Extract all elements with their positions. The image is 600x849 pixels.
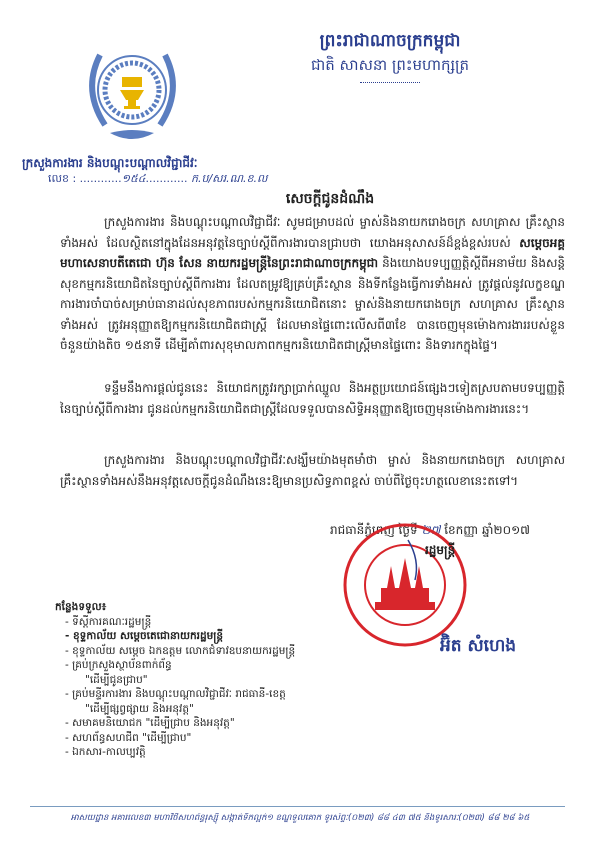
ministry-logo [80, 35, 185, 150]
signatory-role: រដ្ឋមន្ត្រី [425, 543, 456, 557]
ministry-name: ក្រសួងការងារ និងបណ្តុះបណ្តាលវិជ្ជាជីវៈ [22, 156, 198, 170]
recipient-item: - សមាគមនិយោជក "ដើម្បីជ្រាប និងអនុវត្ត" [65, 717, 235, 729]
national-motto: ជាតិ សាសនា ព្រះមហាក្សត្រ [310, 56, 470, 74]
recipient-item: - ខុទ្ទកាល័យ សម្តេចតេជោនាយករដ្ឋមន្ត្រី [65, 630, 224, 642]
reference-number: លេខ : ............១៥៤............ ក.ប/សរ.ណ.ខ.ល [48, 172, 268, 185]
paragraph-2: ទន្ទឹមនឹងការផ្តល់ជូននេះ និយោជកត្រូវរក្សាប្រាក់ឈ្នួល និងអត្ថប្រយោជន៍ផ្សេងៗទៀតស្របតាមបទប្បញ្ញត្តិនៃច្បាប់ស្តីពីការងារ ជូនដល់កម្មករនិយោជិតជាស្ត្រីដែលទទួលបានសិទ្ធិអនុញ្ញាតឱ្យចេញមុនម៉ោងការងារនេះ។ [60, 381, 565, 416]
recipients-heading: កន្លែងទទួល៖ [55, 601, 107, 613]
date-suffix: ខែកញ្ញា ឆ្នាំ២០១៧ [444, 523, 530, 537]
prime-minister-name: សម្តេចអគ្គមហាសេនាបតីតេជោ ហ៊ុន សែន នាយករដ្ឋមន្ត្រីនៃព្រះរាជាណាចក្រកម្ពុជា [60, 235, 565, 270]
reference-number-value: ១៥៤ [121, 172, 146, 185]
kingdom-heading: ព្រះរាជាណាចក្រកម្ពុជា [319, 31, 461, 51]
paragraph-1 [60, 212, 565, 356]
recipient-item: - ខុទ្ទកាល័យ សម្តេច ឯកឧត្តម លោកជំទាវឧបនាយករដ្ឋមន្ត្រី [65, 644, 296, 657]
paragraph-3: ក្រសួងការងារ និងបណ្តុះបណ្តាលវិជ្ជាជីវៈសង្ឃឹមយ៉ាងមុតមាំថា ម្ចាស់ និងនាយករោងចក្រ សហគ្រាស គ្រឹះស្ថានទាំងអស់នឹងអនុវត្តសេចក្តីជូនដំណឹងនេះឱ្យមានប្រសិទ្ធភាពខ្ពស់ ចាប់ពីថ្ងៃចុះហត្ថលេខានេះតទៅ។ [60, 453, 565, 488]
ornament-divider [360, 82, 420, 83]
recipient-note: "ដើម្បីផ្សព្វផ្សាយ និងអនុវត្ត" [85, 702, 194, 715]
recipient-item: - គ្រប់មន្ទីរការងារ និងបណ្តុះបណ្តាលវិជ្ជាជីវៈ រាជធានី-ខេត្ត [65, 688, 286, 700]
signatory-name: អ៊ិត សំហេង [440, 636, 517, 656]
recipients-list [55, 600, 295, 760]
document-title: សេចក្តីជូនដំណឹង [285, 191, 375, 207]
footer-divider [30, 806, 565, 807]
paragraph-1-text-a: ក្រសួងការងារ និងបណ្តុះបណ្តាលវិជ្ជាជីវៈ សូមជម្រាបដល់ ម្ចាស់និងនាយករោងចក្រ សហគ្រាស គ្រឹះស្ថានទាំងអស់ ដែលស្ថិតនៅក្នុងដែនអនុវត្តនៃច្បាប់ស្តីពីការងារបានជ្រាបថា យោងអនុសាសន៍ដ៏ខ្ពង់ខ្ពស់របស់ [60, 215, 565, 250]
reference-label: លេខ : [48, 172, 77, 185]
date-prefix: រាជធានីភ្នំពេញ ថ្ងៃទី [330, 523, 418, 537]
footer-address: អាសយដ្ឋាន អគារលេខ៣ មហាវិថីសហព័ន្ធរុស្ស៊ី សង្កាត់ទឹកល្អក់១ ខណ្ឌទួលគោក ទូរស័ព្ទៈ(០២៣) ៨៨ ៤៣ ៧៥ និងទូរសារៈ(០២៣) ៨៨ ២៨ ៦៥ [70, 813, 530, 823]
recipient-item: - សហព័ន្ធសហជីព "ដើម្បីជ្រាប" [65, 731, 192, 744]
official-seal [340, 520, 470, 650]
date-day: ២៧ [421, 523, 441, 537]
reference-code: ក.ប/សរ.ណ.ខ.ល [191, 172, 268, 185]
recipient-item: - គ្រប់ក្រសួងស្ថាប័នពាក់ព័ន្ធ [65, 659, 172, 671]
recipient-note: "ដើម្បីជូនជ្រាប" [85, 673, 148, 686]
recipient-item: - ទីស្តីការគណៈរដ្ឋមន្ត្រី [65, 615, 152, 628]
paragraph-1-text-b: និងយោងបទប្បញ្ញត្តិស្តីពីអនាម័យ និងសន្តិសុខកម្មករនិយោជិតនៃច្បាប់ស្តីពីការងារ ដែលតម្រូវឱ្យគ្រប់គ្រឹះស្ថាន និងទីកន្លែងធ្វើការទាំងអស់ ត្រូវផ្តល់នូវលក្ខខណ្ឌការងារចាំបាច់សម្រាប់ធានាដល់សុខភាពរបស់កម្មករនិយោជិតនោះ ម្ចាស់និងនាយករោងចក្រ សហគ្រាស គ្រឹះស្ថានទាំងអស់ ត្រូវអនុញ្ញាតឱ្យកម្មករនិយោជិតជាស្ត្រី ដែលមានផ្ទៃពោះលើសពី៣ខែ បានចេញមុនម៉ោងការងាររបស់ខ្លួនចំនួនយ៉ាងតិច ១៥នាទី ដើម្បីគាំពារសុខុមាលភាពកម្មករនិយោជិតជាស្ត្រីមានផ្ទៃពោះ និងទារកក្នុងផ្ទៃ។ [60, 256, 565, 352]
recipient-item: - ឯកសារ-កាលប្បវត្តិ [65, 746, 146, 758]
